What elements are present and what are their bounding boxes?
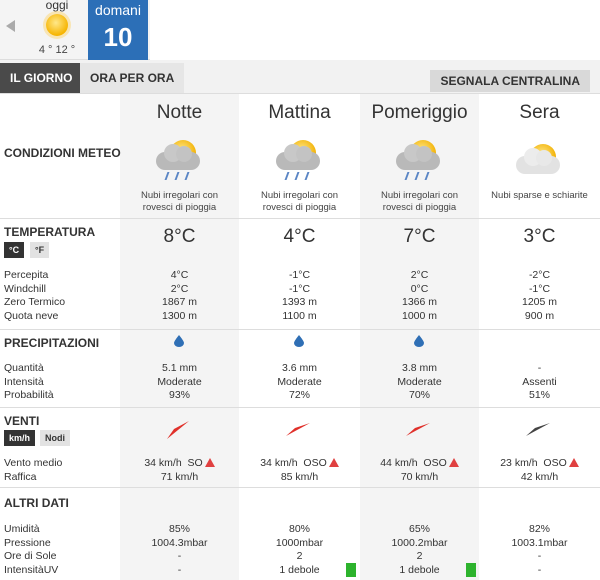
unit-knots-button[interactable]: Nodi bbox=[40, 430, 70, 446]
unit-fahrenheit-button[interactable]: °F bbox=[30, 242, 49, 258]
day-tomorrow-number: 10 bbox=[103, 22, 133, 52]
other-details: 85% 1004.3mbar - - bbox=[151, 523, 208, 576]
warning-icon bbox=[449, 458, 459, 467]
cloud-rain-sun-icon bbox=[150, 140, 210, 188]
previous-day-arrow-icon[interactable] bbox=[6, 20, 15, 32]
precipitation-details: 3.8 mm Moderate 70% bbox=[397, 362, 442, 401]
wind-direction-arrow-icon bbox=[285, 420, 311, 440]
cloud-rain-sun-icon bbox=[390, 140, 450, 188]
warning-icon bbox=[329, 458, 339, 467]
view-tabs bbox=[0, 60, 600, 94]
raindrop-icon bbox=[414, 335, 424, 347]
day-today[interactable] bbox=[32, 0, 82, 60]
sun-icon bbox=[46, 14, 68, 36]
wind-direction-arrow-icon bbox=[165, 420, 191, 440]
forecast-grid bbox=[0, 94, 600, 580]
wind-labels: Vento medio Raffica bbox=[4, 457, 63, 483]
temperature-details: 2°C 0°C 1366 m 1000 m bbox=[401, 269, 438, 322]
condition-description: Nubi irregolari con rovesci di pioggia bbox=[140, 190, 219, 213]
day-tomorrow-label: domani bbox=[95, 2, 141, 18]
cloud-sun-icon bbox=[510, 144, 570, 192]
other-details: 80% 1000mbar 2 1 debole bbox=[275, 523, 324, 576]
unit-kmh-button[interactable]: km/h bbox=[4, 430, 35, 446]
uv-index-bar bbox=[466, 563, 476, 577]
day-today-temps: 4 ° 12 ° bbox=[38, 44, 76, 56]
temperature-value: 4°C bbox=[283, 226, 316, 247]
section-title-other: ALTRI DATI bbox=[4, 496, 69, 510]
section-title-temperature: TEMPERATURA bbox=[4, 225, 96, 239]
section-title-precipitation: PRECIPITAZIONI bbox=[4, 336, 100, 350]
wind-direction-arrow-icon bbox=[525, 420, 551, 440]
condition-description: Nubi irregolari con rovesci di pioggia bbox=[380, 190, 459, 213]
day-tomorrow[interactable] bbox=[88, 0, 148, 60]
tab-ora-per-ora[interactable]: ORA PER ORA bbox=[80, 63, 184, 93]
condition-description: Nubi irregolari con rovesci di pioggia bbox=[260, 190, 339, 213]
precipitation-labels: Quantità Intensità Probabilità bbox=[4, 362, 54, 401]
other-details: 82% 1003.1mbar - - bbox=[511, 523, 568, 576]
temperature-value: 3°C bbox=[523, 226, 556, 247]
raindrop-icon bbox=[294, 335, 304, 347]
tab-il-giorno[interactable]: IL GIORNO bbox=[0, 63, 82, 93]
warning-icon bbox=[205, 458, 215, 467]
day-strip-chart bbox=[150, 0, 600, 60]
other-labels: Umidità Pressione Ore di Sole IntensitàUV bbox=[4, 523, 59, 576]
period-header: Sera bbox=[519, 102, 560, 123]
temperature-details: -2°C -1°C 1205 m 900 m bbox=[521, 269, 558, 322]
wind-details: 34 km/h OSO 85 km/h bbox=[240, 457, 359, 484]
temperature-details: 4°C 2°C 1867 m 1300 m bbox=[161, 269, 198, 322]
precipitation-details: 5.1 mm Moderate 93% bbox=[157, 362, 202, 401]
unit-celsius-button[interactable]: °C bbox=[4, 242, 24, 258]
day-selector bbox=[0, 0, 600, 60]
condition-description: Nubi sparse e schiarite bbox=[491, 190, 588, 201]
temperature-value: 7°C bbox=[403, 226, 436, 247]
other-details: 65% 1000.2mbar 2 1 debole bbox=[391, 523, 448, 576]
wind-details: 23 km/h OSO 42 km/h bbox=[480, 457, 599, 484]
temperature-labels: Percepita Windchill Zero Termico Quota neve bbox=[4, 269, 66, 322]
section-title-wind: VENTI bbox=[4, 414, 40, 428]
period-header: Notte bbox=[156, 102, 203, 123]
uv-index-bar bbox=[346, 563, 356, 577]
day-today-label: oggi bbox=[45, 0, 69, 12]
period-header: Pomeriggio bbox=[371, 102, 468, 123]
temperature-value: 8°C bbox=[163, 226, 196, 247]
cloud-rain-sun-icon bbox=[270, 140, 330, 188]
warning-icon bbox=[569, 458, 579, 467]
section-title-conditions: CONDIZIONI METEO bbox=[4, 146, 121, 160]
wind-details: 44 km/h OSO 70 km/h bbox=[360, 457, 479, 484]
precipitation-details: - Assenti 51% bbox=[522, 362, 557, 401]
temperature-details: -1°C -1°C 1393 m 1100 m bbox=[281, 269, 318, 322]
wind-details: 34 km/h SO 71 km/h bbox=[120, 457, 239, 484]
precipitation-details: 3.6 mm Moderate 72% bbox=[277, 362, 322, 401]
wind-direction-arrow-icon bbox=[405, 420, 431, 440]
report-station-button[interactable]: SEGNALA CENTRALINA bbox=[430, 70, 590, 92]
period-header: Mattina bbox=[268, 102, 331, 123]
raindrop-icon bbox=[174, 335, 184, 347]
